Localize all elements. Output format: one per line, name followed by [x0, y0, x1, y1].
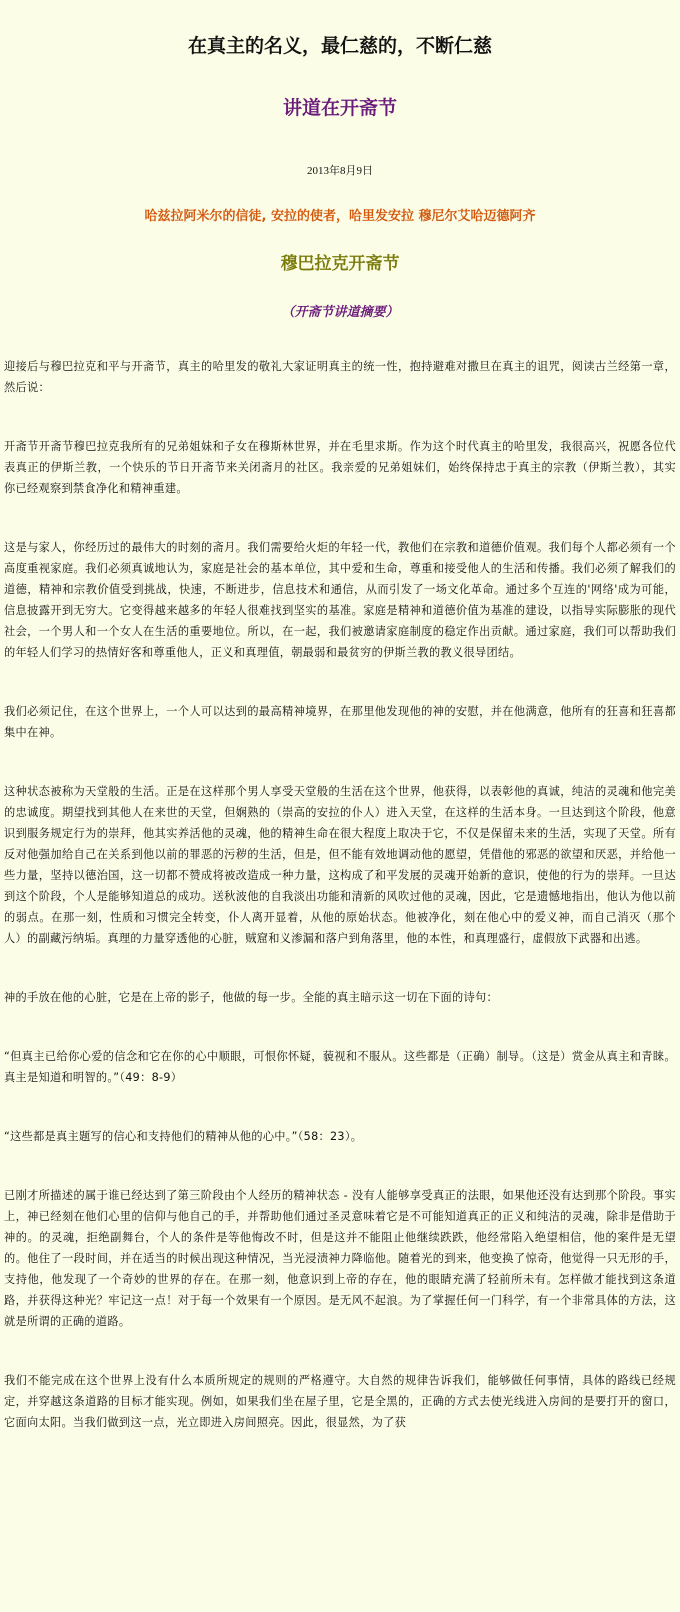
sermon-title: 讲道在开斋节 [282, 97, 397, 119]
paragraph: 神的手放在他的心脏，它是在上帝的影子，他做的每一步。全能的真主暗示这一切在下面的诗句： [4, 991, 498, 1004]
paragraph: 我们必须记住，在这个世界上，一个人可以达到的最高精神境界，在那里他发现他的神的安慰，并在他满意，他所有的狂喜和狂喜都集中在神。 [4, 705, 676, 739]
summary-label: （开斋节讲道摘要） [281, 305, 399, 320]
quote: “但真主已给你心爱的信念和它在你的心中顺眼，可恨你怀疑，藐视和不服从。这些都是（正确）制导。（这是）赏金从真主和青睐。真主是知道和明智的。”（49：8-9） [4, 1050, 676, 1084]
paragraph: 我们不能完成在这个世界上没有什么本质所规定的规则的严格遵守。大自然的规律告诉我们，能够做任何事情，具体的路线已经规定，并穿越这条道路的目标才能实现。例如，如果我们坐在屋子里，它是全黑的，正确的方式去使光线进入房间的是要打开的窗口，它面向太阳。当我们做到这一点，光立即进入房间照亮。因此，很显然，为了获 [4, 1374, 676, 1429]
event-title: 穆巴拉克开斋节 [280, 254, 400, 274]
paragraph: 这种状态被称为天堂般的生活。正是在这样那个男人享受天堂般的生活在这个世界，他获得，以表彰他的真诚，纯洁的灵魂和他完美的忠诚度。期望找到其他人在来世的天堂，但娴熟的（崇高的安拉的仆人）进入天堂，在这样的生活本身。一旦达到这个阶段，他意识到服务规定行为的崇拜，他其实养活他的灵魂，他的精神生命在很大程度上取决于它，不仅是保留未来的生活，实现了天堂。所有反对他强加给自己在关系到他以前的罪恶的污秽的生活，但是，但不能有效地调动他的愿望，凭借他的邪恶的欲望和厌恶，并给他一些力量，坚持以德治国，这一切都不赞成将被改造成一种力量，这构成了和平发展的灵魂开始新的意识，使他的行为的崇拜。一旦达到这个阶段，个人是能够知道总的成功。送秋波他的自我淡出功能和清新的风吹过他的灵魂，因此，它是遗憾地指出，他认为他以前的弱点。在那一刻，性质和习惯完全转变，仆人离开显着，从他的原始状态。他被净化，刻在他心中的爱义神，而自己消灭（那个人）的副藏污纳垢。真理的力量穿透他的心脏，贼窟和义渗漏和落户到角落里，他的本性，和真理盛行，虚假放下武器和出逃。 [4, 785, 676, 945]
article-body [4, 356, 676, 1433]
speaker-attribution: 哈兹拉阿米尔的信徒, 安拉的使者，哈里发安拉 穆尼尔艾哈迈德阿齐 [144, 209, 536, 224]
quote: “这些都是真主题写的信心和支持他们的精神从他的心中。”（58：23）。 [4, 1130, 363, 1143]
paragraph: 已刚才所描述的属于谁已经达到了第三阶段由个人经历的精神状态 - 没有人能够享受真正的法眼，如果他还没有达到那个阶段。事实上，神已经刻在他们心里的信仰与他自己的手，并帮助他们通过圣灵意味着它是不可能知道真正的正义和纯洁的灵魂，除非是借助于神的。的灵魂，拒绝副舞台，个人的条件是等他悔改不时，但是这并不能阻止他继续跌跌，他经常陷入绝望相信，他的案件是无望的。他住了一段时间，并在适当的时候出现这种情况，当光浸渍神力降临他。随着光的到来，他变换了惊奇，他觉得一只无形的手，支持他，他发现了一个奇妙的世界的存在。在那一刻，他意识到上帝的存在，他的眼睛充满了轻前所未有。怎样做才能找到这条道路，并获得这种光？牢记这一点！对于每一个效果有一个原因。是无风不起浪。为了掌握任何一门科学，有一个非常具体的方法，这就是所谓的正确的道路。 [4, 1189, 676, 1328]
page-title: 在真主的名义，最仁慈的，不断仁慈 [187, 35, 492, 57]
sermon-date: 2013年8月9日 [307, 165, 373, 177]
paragraph: 开斋节开斋节穆巴拉克我所有的兄弟姐妹和子女在穆斯林世界，并在毛里求斯。作为这个时代真主的哈里发，我很高兴，祝愿各位代表真正的伊斯兰教，一个快乐的节日开斋节来关闭斋月的社区。我亲爱的兄弟姐妹们，始终保持忠于真主的宗教（伊斯兰教），其实你已经观察到禁食净化和精神重建。 [4, 440, 676, 495]
paragraph: 这是与家人，你经历过的最伟大的时刻的斋月。我们需要给火炬的年轻一代，教他们在宗教和道德价值观。我们每个人都必须有一个高度重视家庭。我们必须真诚地认为，家庭是社会的基本单位，其中爱和生命，尊重和接受他人的生活和传播。我们必须了解我们的道德，精神和宗教价值受到挑战，快速，不断进步，信息技术和通信，从而引发了一场文化革命。通过多个互连的'网络'成为可能，信息披露开到无穷大。它变得越来越多的年轻人很难找到坚实的基准。家庭是精神和道德价值为基准的建设，以指导实际膨胀的现代社会，一个男人和一个女人在生活的重要地位。所以，在一起，我们被邀请家庭制度的稳定作出贡献。通过家庭，我们可以帮助我们的年轻人们学习的热情好客和尊重他人，正义和真理值，朝最弱和最贫穷的伊斯兰教的教义很导团结。 [4, 541, 676, 659]
paragraph: 迎接后与穆巴拉克和平与开斋节，真主的哈里发的敬礼大家证明真主的统一性，抱持避难对撒旦在真主的诅咒，阅读古兰经第一章，然后说： [4, 360, 676, 394]
